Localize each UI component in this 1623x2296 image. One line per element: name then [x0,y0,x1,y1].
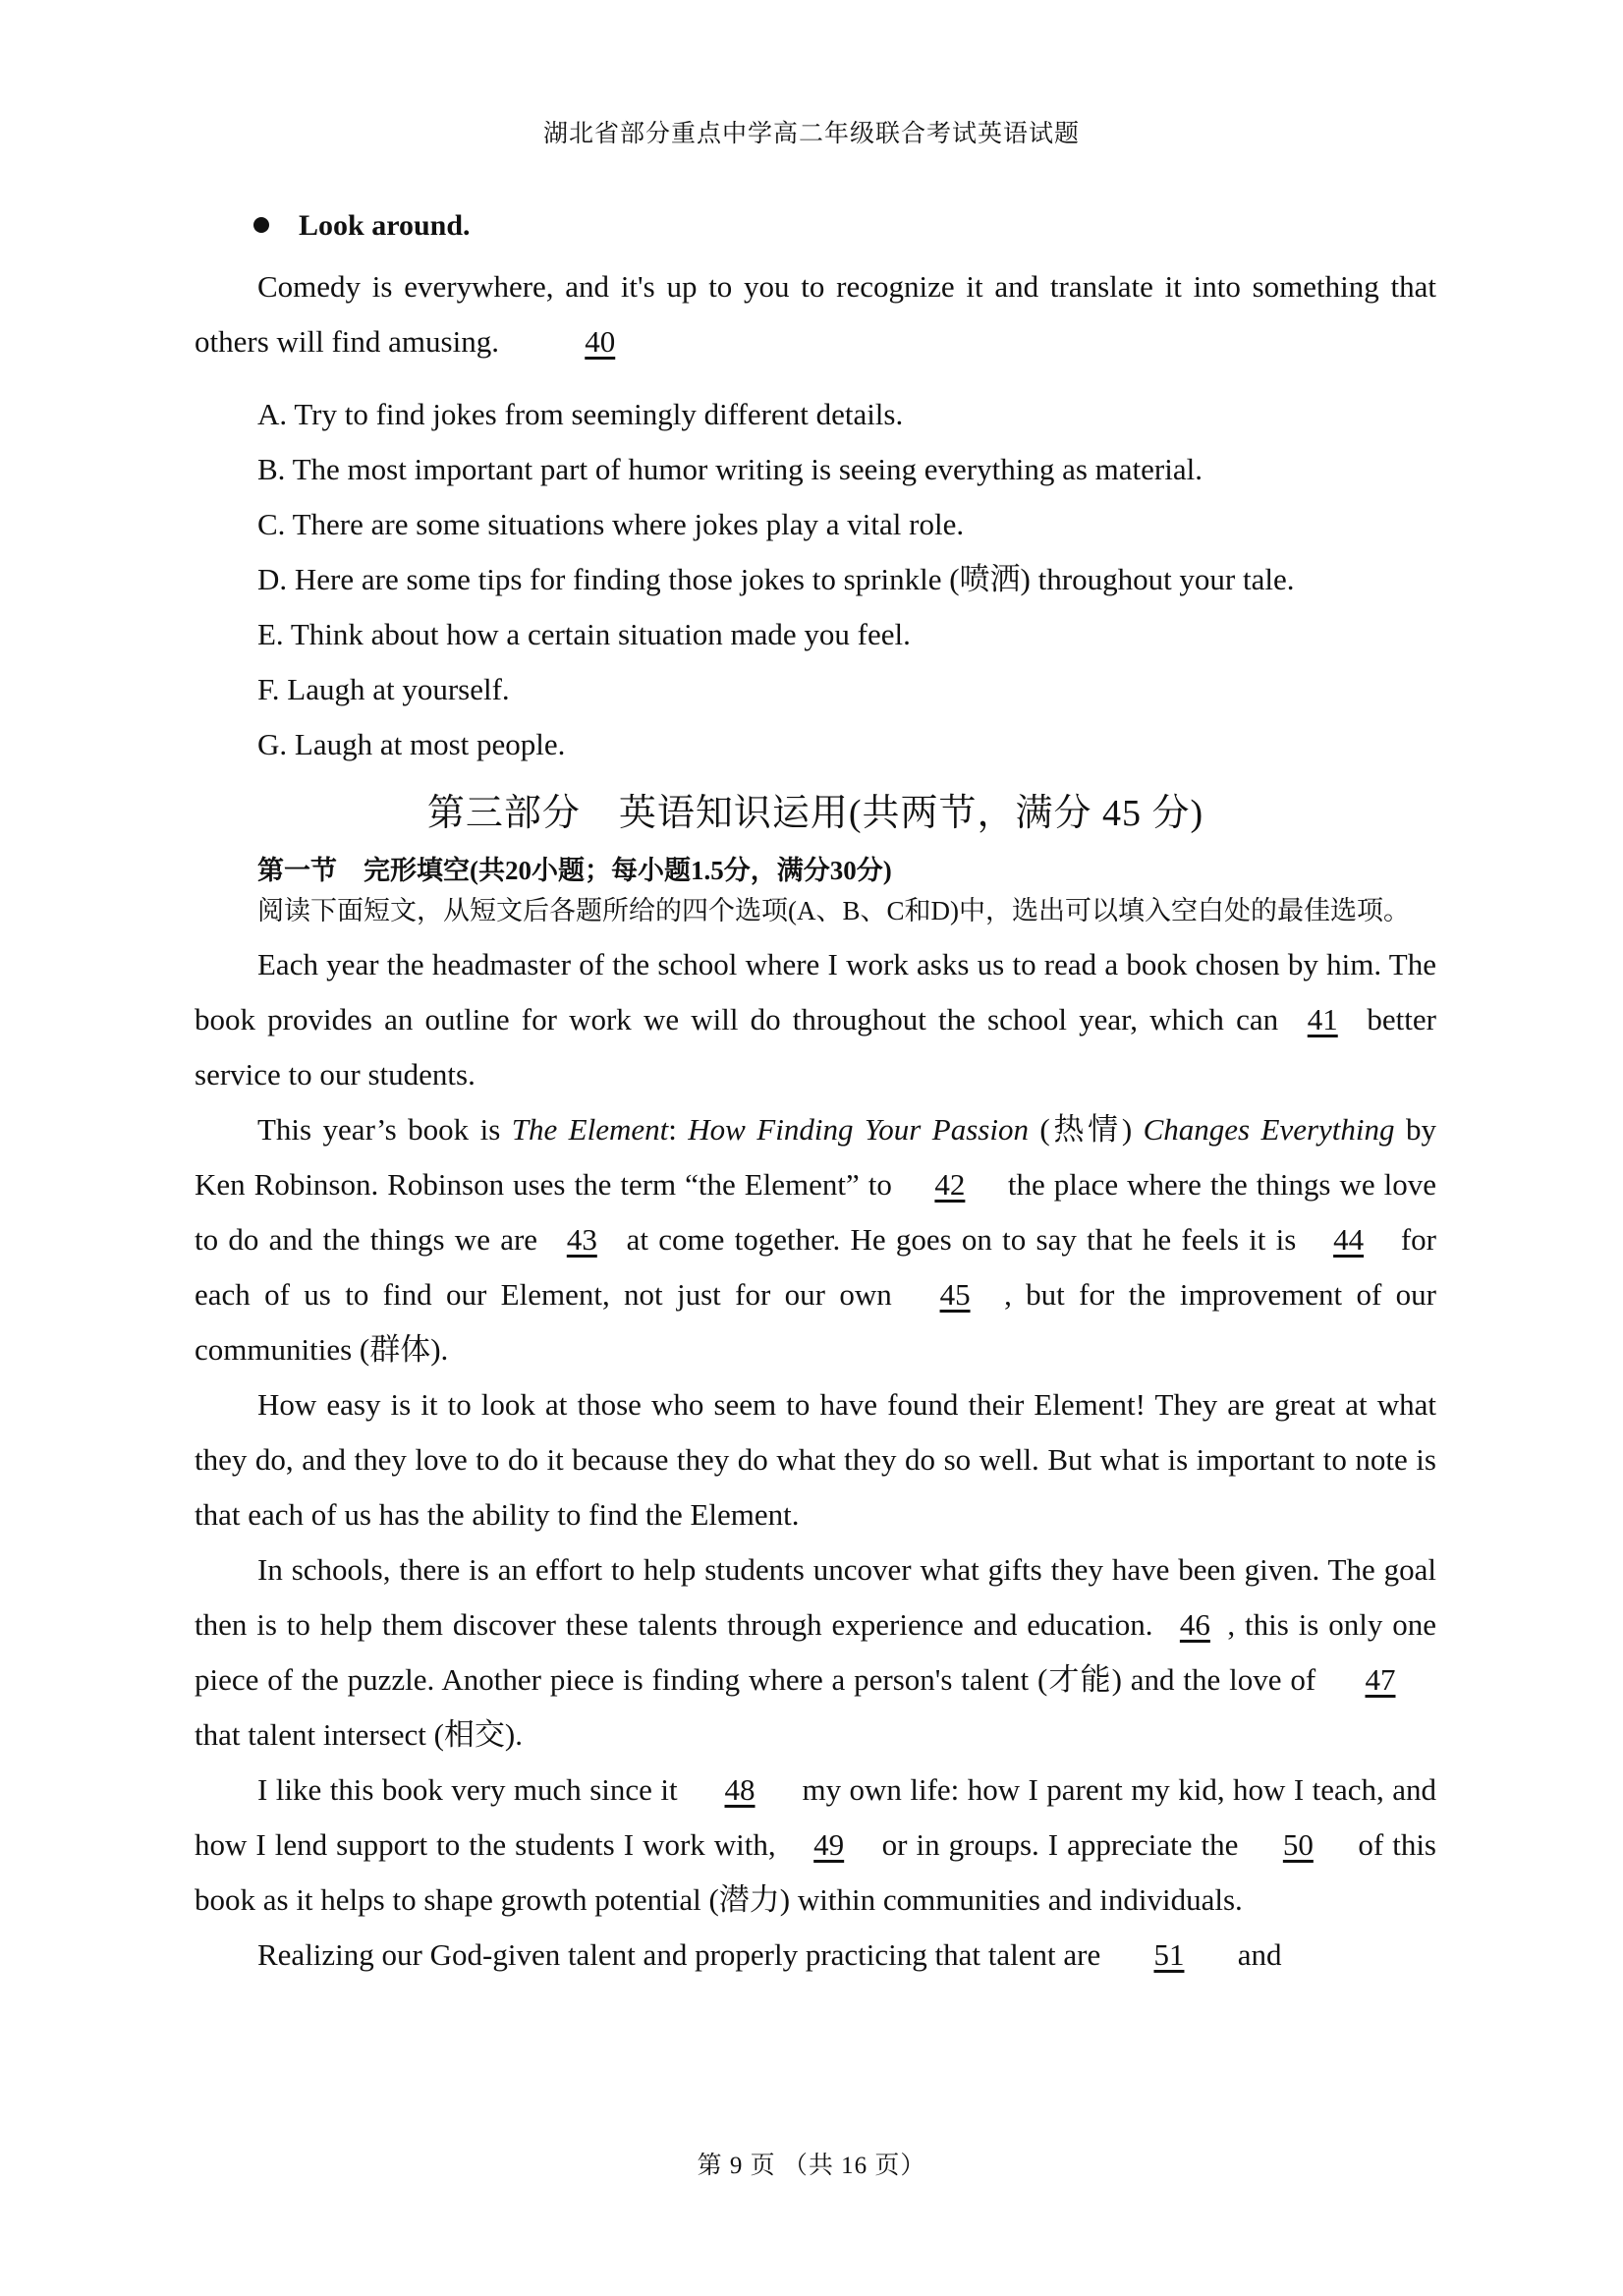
page-content [195,206,1436,1983]
text: better service to our students. [195,1002,1436,1092]
text: Each year the headmaster of the school where I work asks us to read a book chosen by him. The book provides an outline for work we will do throughout the school year, which can [195,947,1436,1036]
text: , but for the improvement of our communities (群体). [195,1277,1436,1367]
instruction: 阅读下面短文，从短文后各题所给的四个选项(A、B、C和D)中，选出可以填入空白处的最佳选项。 [257,896,1410,925]
page-footer: 第 9 页 （共 16 页） [697,2153,926,2179]
book-title-part: How Finding Your Passion [688,1112,1029,1147]
sub-title: 第一节 完形填空(共20小题；每小题1.5分，满分30分) [257,856,892,885]
cloze-paragraph-5 [195,1763,1436,1928]
cloze-paragraph-3: How easy is it to look at those who seem to have found their Element! They are great at what they do, and they love to do it because they do what they do so well. But what is important to note is that each of us has the ability to find the Element. [195,1387,1436,1532]
comedy-text: Comedy is everywhere, and it's up to you to recognize it and translate it into something that others will find amusing. [195,269,1436,359]
blank-49[interactable]: 49 [813,1827,845,1862]
book-title-part: The Element [511,1112,669,1147]
text: at come together. He goes on to say that he feels it is [616,1222,1307,1257]
book-title-part: Changes Everything [1143,1112,1395,1147]
cloze-paragraph-4 [195,1542,1436,1763]
option-d: D. Here are some tips for finding those jokes to sprinkle (喷洒) throughout your tale. [257,562,1295,596]
cloze-paragraph-1 [195,937,1436,1102]
blank-44[interactable]: 44 [1333,1222,1365,1257]
text: that talent intersect (相交). [195,1717,523,1752]
option-g: G. Laugh at most people. [257,727,566,761]
option-b: B. The most important part of humor writing is seeing everything as material. [257,452,1203,486]
blank-46[interactable]: 46 [1179,1607,1210,1642]
text: and [1229,1937,1282,1972]
text: , this is only one piece of the puzzle. Another piece is finding where a person's talent (才能) and the love of [195,1607,1436,1697]
option-e: E. Think about how a certain situation made you feel. [257,617,911,651]
option-c: C. There are some situations where jokes play a vital role. [257,507,965,541]
blank-43[interactable]: 43 [566,1222,597,1257]
cloze-paragraph-2 [195,1102,1436,1377]
option-f: F. Laugh at yourself. [257,672,510,706]
text: : [668,1112,689,1147]
blank-51[interactable]: 51 [1153,1937,1185,1972]
text: the place where the things we love to do and the things we are [195,1167,1437,1257]
cloze-paragraph-6 [195,1928,1436,1983]
text: my own life: how I parent my kid, how I teach, and how I lend support to the students I work with, [195,1772,1436,1862]
text: or in groups. I appreciate the [872,1827,1248,1862]
blank-41[interactable]: 41 [1307,1002,1338,1036]
bullet-heading [253,206,1436,246]
text: for each of us to find our Element, not just for our own [195,1222,1436,1312]
option-list [195,387,1436,772]
text: This year’s book is [257,1112,512,1147]
blank-45[interactable]: 45 [939,1277,971,1312]
text: I like this book very much since it [257,1772,687,1807]
section-title: 第三部分 英语知识运用(共两节，满分 45 分) [426,793,1204,834]
text: of this book as it helps to shape growth potential (潜力) within communities and individuals. [195,1827,1436,1917]
page-header: 湖北省部分重点中学高二年级联合考试英语试题 [542,121,1080,147]
text: In schools, there is an effort to help students uncover what gifts they have been given. The goal then is to help them discover these talents through experience and education. [195,1552,1436,1642]
bullet-heading-text: Look around. [299,209,471,242]
comedy-paragraph [195,259,1436,369]
blank-42[interactable]: 42 [934,1167,966,1202]
blank-50[interactable]: 50 [1282,1827,1314,1862]
text: by Ken Robinson. Robinson uses the term “the Element” to [195,1112,1436,1202]
blank-47[interactable]: 47 [1365,1662,1396,1697]
bullet-dot-icon [253,217,269,233]
option-a: A. Try to find jokes from seemingly different details. [257,397,904,431]
blank-40[interactable]: 40 [585,324,616,359]
text: Realizing our God-given talent and properly practicing that talent are [257,1937,1108,1972]
blank-48[interactable]: 48 [724,1772,756,1807]
text: (热情) [1028,1112,1144,1147]
